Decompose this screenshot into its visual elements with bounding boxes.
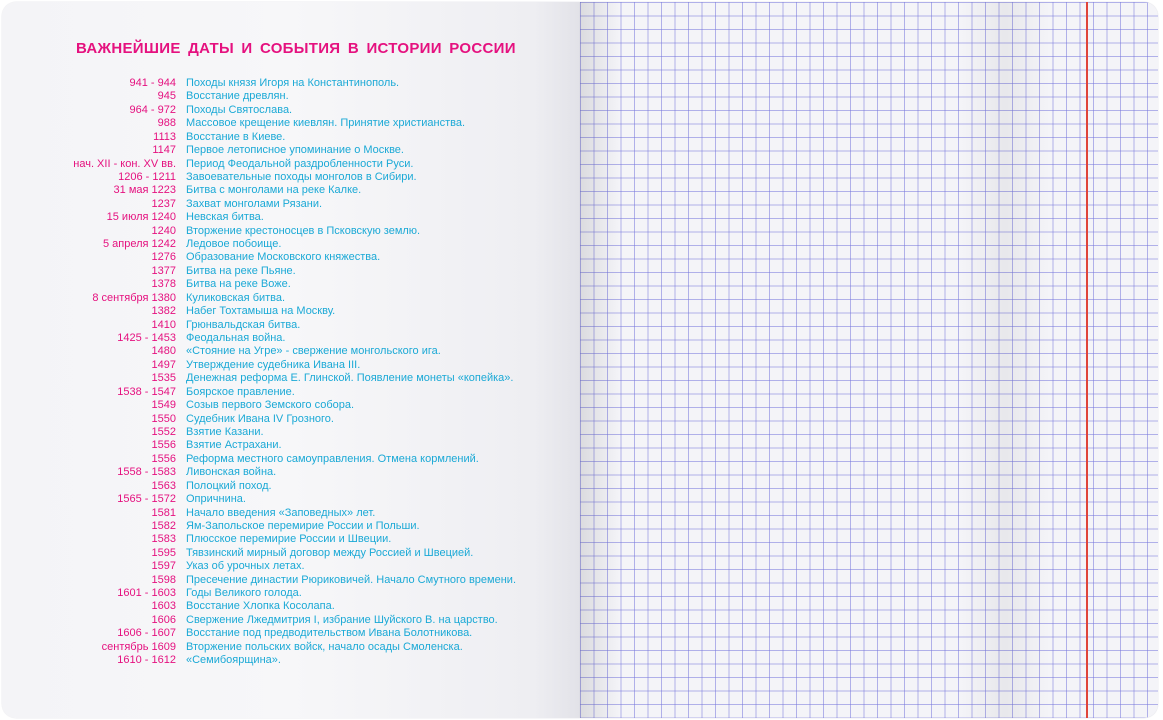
event-row <box>2 614 572 627</box>
event-text: Массовое крещение киевлян. Принятие христианства. <box>186 117 465 130</box>
event-text: Ледовое побоище. <box>186 238 282 251</box>
event-date: 1147 <box>152 144 176 157</box>
page-title: ВАЖНЕЙШИЕ ДАТЫ И СОБЫТИЯ В ИСТОРИИ РОССИИ <box>76 40 516 57</box>
event-date: 1538 - 1547 <box>117 385 176 398</box>
event-row <box>2 466 572 479</box>
event-text: Взятие Астрахани. <box>186 439 282 452</box>
event-row <box>2 345 572 358</box>
event-text: Годы Великого голода. <box>186 587 302 600</box>
event-row <box>2 507 572 520</box>
event-text: Образование Московского княжества. <box>186 251 381 264</box>
event-text: Созыв первого Земского собора. <box>186 399 355 412</box>
event-row <box>2 547 572 560</box>
event-date: 1206 - 1211 <box>118 170 176 183</box>
event-text: Полоцкий поход. <box>186 479 272 492</box>
event-row <box>2 386 572 399</box>
event-date: 1610 - 1612 <box>117 654 176 667</box>
event-date: 1598 <box>151 573 176 586</box>
event-date: 1410 <box>151 318 176 331</box>
event-row <box>2 453 572 466</box>
event-row <box>2 587 572 600</box>
event-text: Вторжение крестоносцев в Псковскую землю. <box>186 224 421 237</box>
event-row <box>2 426 572 439</box>
event-date: 1480 <box>151 345 176 358</box>
event-date: 1425 - 1453 <box>117 332 176 345</box>
event-row <box>2 238 572 251</box>
event-text: Реформа местного самоуправления. Отмена кормлений. <box>186 452 479 465</box>
event-text: Походы Святослава. <box>186 103 293 116</box>
event-date: 941 - 944 <box>129 77 176 89</box>
event-date: 1595 <box>151 546 176 559</box>
event-row <box>2 574 572 587</box>
event-row <box>2 278 572 291</box>
event-date: 1556 <box>151 439 176 452</box>
event-date: 1550 <box>151 412 176 425</box>
event-text: Денежная реформа Е. Глинской. Появление монеты «копейка». <box>186 372 514 385</box>
event-text: Восстание в Киеве. <box>186 130 286 143</box>
event-text: «Семибоярщина». <box>186 654 281 667</box>
event-row <box>2 319 572 332</box>
event-text: Период Феодальной раздробленности Руси. <box>186 157 414 170</box>
event-text: Опричнина. <box>186 493 246 506</box>
event-date: 1552 <box>151 425 176 438</box>
event-row <box>2 560 572 573</box>
event-row <box>2 171 572 184</box>
event-row <box>2 359 572 372</box>
event-date: 1276 <box>151 251 176 264</box>
event-date: 1606 - 1607 <box>117 627 176 640</box>
event-text: Ям-Запольское перемирие России и Польши. <box>186 519 420 532</box>
event-date: 1556 <box>151 452 176 465</box>
event-row <box>2 225 572 238</box>
event-date: 1113 <box>153 130 176 143</box>
event-row <box>2 144 572 157</box>
event-date: 31 мая 1223 <box>113 184 176 197</box>
event-text: Походы князя Игоря на Константинополь. <box>186 77 400 89</box>
event-row <box>2 305 572 318</box>
event-text: Восстание под предводительством Ивана Болотникова. <box>186 627 473 640</box>
event-text: «Стояние на Угре» - свержение монгольского ига. <box>186 345 441 358</box>
event-row <box>2 251 572 264</box>
event-row <box>2 533 572 546</box>
event-date: 15 июля 1240 <box>106 211 176 224</box>
event-text: Взятие Казани. <box>186 425 264 438</box>
event-text: Указ об урочных летах. <box>186 560 305 573</box>
event-text: Начало введения «Заповедных» лет. <box>186 506 376 519</box>
events-list <box>2 77 572 668</box>
event-row <box>2 90 572 103</box>
event-row <box>2 117 572 130</box>
event-date: 964 - 972 <box>129 103 176 116</box>
event-text: Утверждение судебника Ивана III. <box>186 358 361 371</box>
event-date: 1563 <box>151 479 176 492</box>
event-text: Восстание Хлопка Косолапа. <box>186 600 335 613</box>
event-row <box>2 439 572 452</box>
event-row <box>2 265 572 278</box>
event-row <box>2 198 572 211</box>
event-row <box>2 332 572 345</box>
event-row <box>2 399 572 412</box>
event-text: Плюсское перемирие России и Швеции. <box>186 533 392 546</box>
event-text: Куликовская битва. <box>186 291 286 304</box>
event-row <box>2 627 572 640</box>
event-row <box>2 211 572 224</box>
event-row <box>2 292 572 305</box>
event-date: 1237 <box>151 197 176 210</box>
event-date: 1549 <box>151 399 176 412</box>
event-row <box>2 641 572 654</box>
left-page <box>2 2 580 718</box>
event-date: 988 <box>157 117 176 130</box>
event-text: Тявзинский мирный договор между Россией и Швецией. <box>186 546 474 559</box>
event-text: Битва на реке Пьяне. <box>186 264 296 277</box>
event-row <box>2 158 572 171</box>
event-text: Боярское правление. <box>186 385 295 398</box>
event-row <box>2 104 572 117</box>
event-date: 1377 <box>151 264 176 277</box>
gutter-shadow <box>580 2 620 718</box>
event-text: Грюнвальдская битва. <box>186 318 301 331</box>
event-text: Набег Тохтамыша на Москву. <box>186 305 336 318</box>
page-shading <box>960 2 1050 718</box>
event-date: 945 <box>157 90 176 103</box>
event-date: 1603 <box>151 600 176 613</box>
event-date: 1583 <box>151 533 176 546</box>
event-text: Захват монголами Рязани. <box>186 197 323 210</box>
event-text: Феодальная война. <box>186 332 286 345</box>
event-row <box>2 413 572 426</box>
event-date: 1606 <box>151 613 176 626</box>
event-text: Битва на реке Воже. <box>186 278 291 291</box>
event-text: Ливонская война. <box>186 466 277 479</box>
event-row <box>2 184 572 197</box>
event-text: Невская битва. <box>186 211 264 224</box>
event-text: Битва с монголами на реке Калке. <box>186 184 362 197</box>
event-date: 8 сентября 1380 <box>92 291 176 304</box>
event-text: Пресечение династии Рюриковичей. Начало Смутного времени. <box>186 573 516 586</box>
event-row <box>2 480 572 493</box>
event-date: 5 апреля 1242 <box>102 238 176 251</box>
event-date: 1497 <box>151 358 176 371</box>
event-date: сентябрь 1609 <box>101 640 176 653</box>
event-text: Судебник Ивана IV Грозного. <box>186 412 334 425</box>
event-date: 1558 - 1583 <box>117 466 176 479</box>
event-row <box>2 77 572 90</box>
margin-line <box>1086 2 1088 718</box>
event-date: 1240 <box>151 224 176 237</box>
event-row <box>2 600 572 613</box>
event-date: 1565 - 1572 <box>117 493 176 506</box>
event-text: Вторжение польских войск, начало осады Смоленска. <box>186 640 463 653</box>
event-date: нач. XII - кон. XV вв. <box>73 157 176 170</box>
event-date: 1582 <box>151 519 176 532</box>
event-date: 1601 - 1603 <box>117 587 176 600</box>
event-text: Первое летописное упоминание о Москве. <box>186 144 404 157</box>
event-text: Завоевательные походы монголов в Сибири. <box>186 170 417 183</box>
event-date: 1597 <box>151 560 176 573</box>
event-date: 1378 <box>151 278 176 291</box>
event-date: 1382 <box>151 305 176 318</box>
event-row <box>2 131 572 144</box>
right-page-grid <box>580 2 1158 718</box>
event-date: 1581 <box>151 506 176 519</box>
event-row <box>2 520 572 533</box>
event-text: Восстание древлян. <box>186 90 289 103</box>
event-text: Свержение Лжедмитрия I, избрание Шуйского В. на царство. <box>186 613 498 626</box>
event-row <box>2 493 572 506</box>
event-row <box>2 654 572 667</box>
event-row <box>2 372 572 385</box>
event-date: 1535 <box>151 372 176 385</box>
